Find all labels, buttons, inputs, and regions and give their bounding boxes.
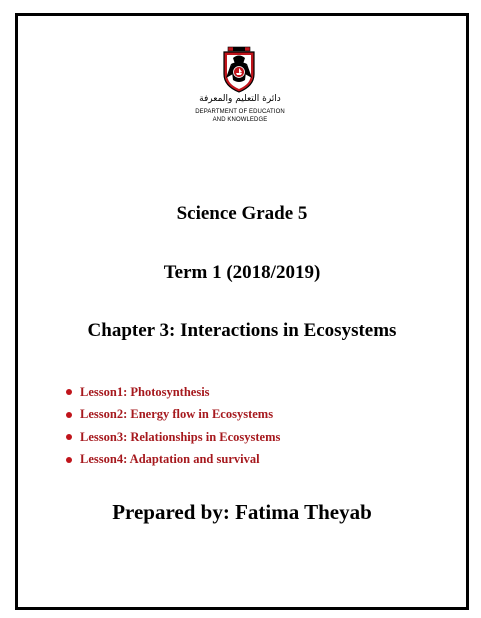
lesson-label: Lesson4: Adaptation and survival — [80, 452, 260, 467]
prepared-by: Prepared by: Fatima Theyab — [112, 500, 372, 524]
department-name-line1: DEPARTMENT OF EDUCATION — [195, 109, 285, 115]
bullet-icon — [66, 412, 72, 418]
list-item — [66, 381, 280, 404]
lesson-label: Lesson1: Photosynthesis — [80, 384, 210, 399]
department-name-line2: AND KNOWLEDGE — [212, 117, 268, 123]
list-item — [66, 426, 280, 449]
list-item — [66, 449, 280, 472]
lesson-label: Lesson3: Relationships in Ecosystems — [80, 429, 281, 444]
chapter-title: Chapter 3: Interactions in Ecosystems — [87, 320, 397, 341]
lesson-label: Lesson2: Energy flow in Ecosystems — [80, 407, 274, 422]
lesson-list — [66, 381, 280, 471]
department-english-name — [160, 108, 320, 124]
term-title: Term 1 (2018/2019) — [163, 262, 321, 283]
subject-title: Science Grade 5 — [176, 203, 308, 224]
bullet-icon — [66, 434, 72, 440]
bullet-icon — [66, 457, 72, 463]
list-item — [66, 404, 280, 427]
department-arabic-name: دائرة التعليم والمعرفة — [199, 94, 281, 104]
bullet-icon — [66, 389, 72, 395]
falcon-emblem-icon — [219, 44, 259, 94]
